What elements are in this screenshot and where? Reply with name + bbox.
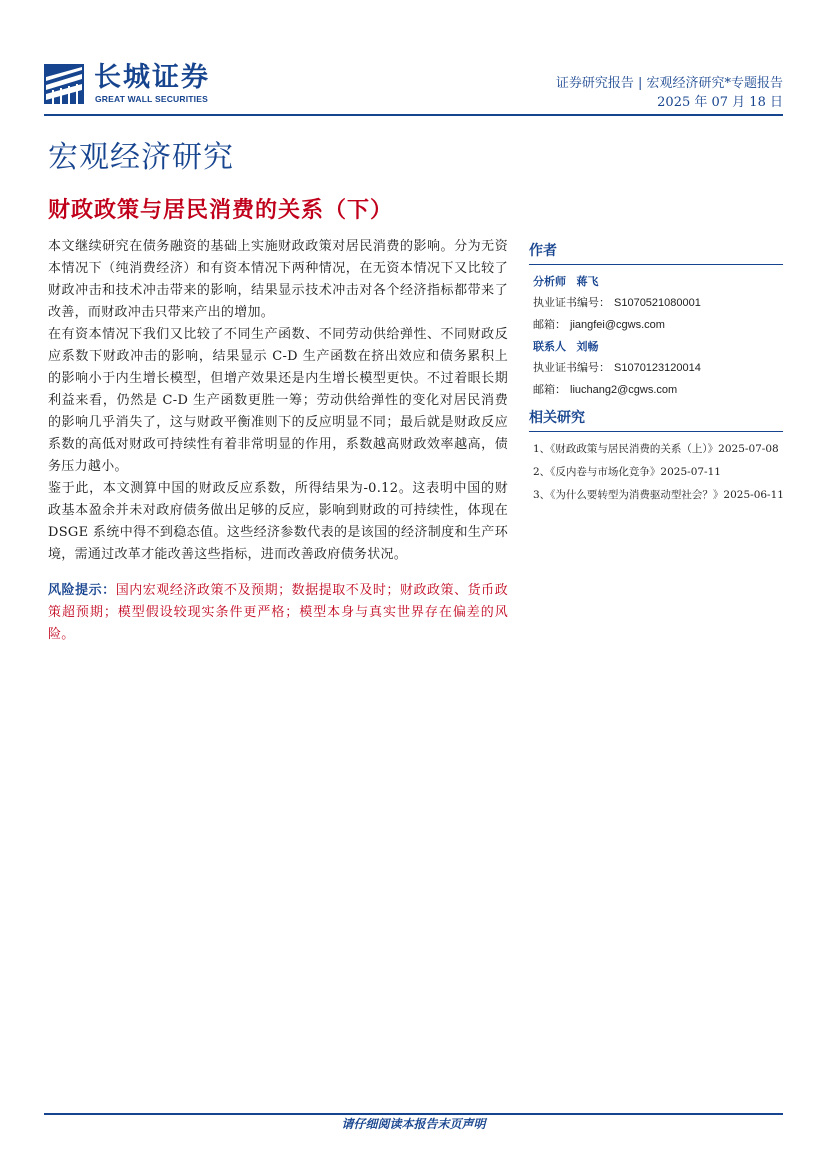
summary-paragraph: 本文继续研究在债务融资的基础上实施财政政策对居民消费的影响。分为无资本情况下（纯消费经济）和有资本情况下两种情况，在无资本情况下又比较了财政冲击和技术冲击带来的影响，结果显示技术冲击对各个经济指标都带来了改善，而财政冲击只带来产出的增加。	[48, 239, 508, 320]
author-license-row	[529, 357, 783, 379]
author-license-row	[529, 292, 783, 314]
logo-text-en: GREAT WALL SECURITIES	[95, 94, 208, 104]
report-category: 证券研究报告 | 宏观经济研究*专题报告	[555, 76, 783, 91]
footer-disclaimer: 请仔细阅读本报告末页声明	[341, 1117, 486, 1131]
related-report-link[interactable]: 1、《财政政策与居民消费的关系（上）》2025-07-08	[533, 443, 779, 455]
header-meta	[556, 74, 783, 112]
license-label: 执业证书编号：	[533, 296, 610, 309]
risk-label: 风险提示：	[48, 583, 116, 598]
email-label: 邮箱：	[533, 383, 566, 396]
author-email-link[interactable]: liuchang2@cgws.com	[570, 384, 678, 396]
logo-text-cn: 长城证券	[94, 62, 210, 93]
risk-warning	[48, 580, 508, 646]
author-name-row	[529, 271, 783, 292]
report-date: 2025 年 07 月 18 日	[657, 95, 783, 110]
risk-text: 国内宏观经济政策不及预期；数据提取不及时；财政政策、货币政策超预期；模型假设较现实条件更严格；模型本身与真实世界存在偏差的风险。	[48, 583, 508, 642]
author-role: 联系人	[533, 340, 566, 353]
license-number: S1070123120014	[614, 362, 701, 374]
report-title: 财政政策与居民消费的关系（下）	[48, 198, 394, 223]
sidebar	[529, 240, 783, 507]
header-divider	[44, 114, 783, 116]
great-wall-logo-icon	[44, 64, 84, 104]
company-logo	[44, 62, 224, 106]
section-title: 宏观经济研究	[48, 140, 234, 175]
author-name: 蒋飞	[576, 275, 599, 288]
author-name: 刘畅	[576, 340, 599, 353]
summary-paragraph: 鉴于此，本文测算中国的财政反应系数，所得结果为-0.12。这表明中国的财政基本盈余并未对政府债务做出足够的反应，影响到财政的可持续性，体现在 DSGE 系统中得不到稳态值。这些经济参数代表的是该国的经济制度和生产环境，需通过改革才能改善这些指标，进而改善政府债务状况。	[48, 481, 508, 562]
report-summary	[48, 236, 508, 646]
email-label: 邮箱：	[533, 318, 566, 331]
author-role: 分析师	[533, 275, 566, 288]
related-research-heading: 相关研究	[529, 407, 783, 432]
author-name-row	[529, 336, 783, 357]
license-number: S1070521080001	[614, 297, 701, 309]
authors-heading: 作者	[529, 240, 783, 265]
author-email-link[interactable]: jiangfei@cgws.com	[570, 319, 665, 331]
author-email-row	[529, 379, 783, 401]
related-report-link[interactable]: 3、《为什么要转型为消费驱动型社会？》2025-06-11	[533, 489, 784, 501]
license-label: 执业证书编号：	[533, 361, 610, 374]
author-email-row	[529, 314, 783, 336]
related-report-link[interactable]: 2、《反内卷与市场化竞争》2025-07-11	[533, 466, 721, 478]
summary-paragraph: 在有资本情况下我们又比较了不同生产函数、不同劳动供给弹性、不同财政反应系数下财政冲击的影响，结果显示 C-D 生产函数在挤出效应和债务累积上的影响小于内生增长模型，但增产效果还是内生增长模型更快。不过着眼长期利益来看，仍然是 C-D 生产函数更胜一筹；劳动供给弹性的变化对居民消费的影响几乎消失了，这与财政平衡准则下的反应明显不同；最后就是财政反应系数的高低对财政可持续性有着非常明显的作用，系数越高财政效率越高，债务压力越小。	[48, 327, 508, 474]
